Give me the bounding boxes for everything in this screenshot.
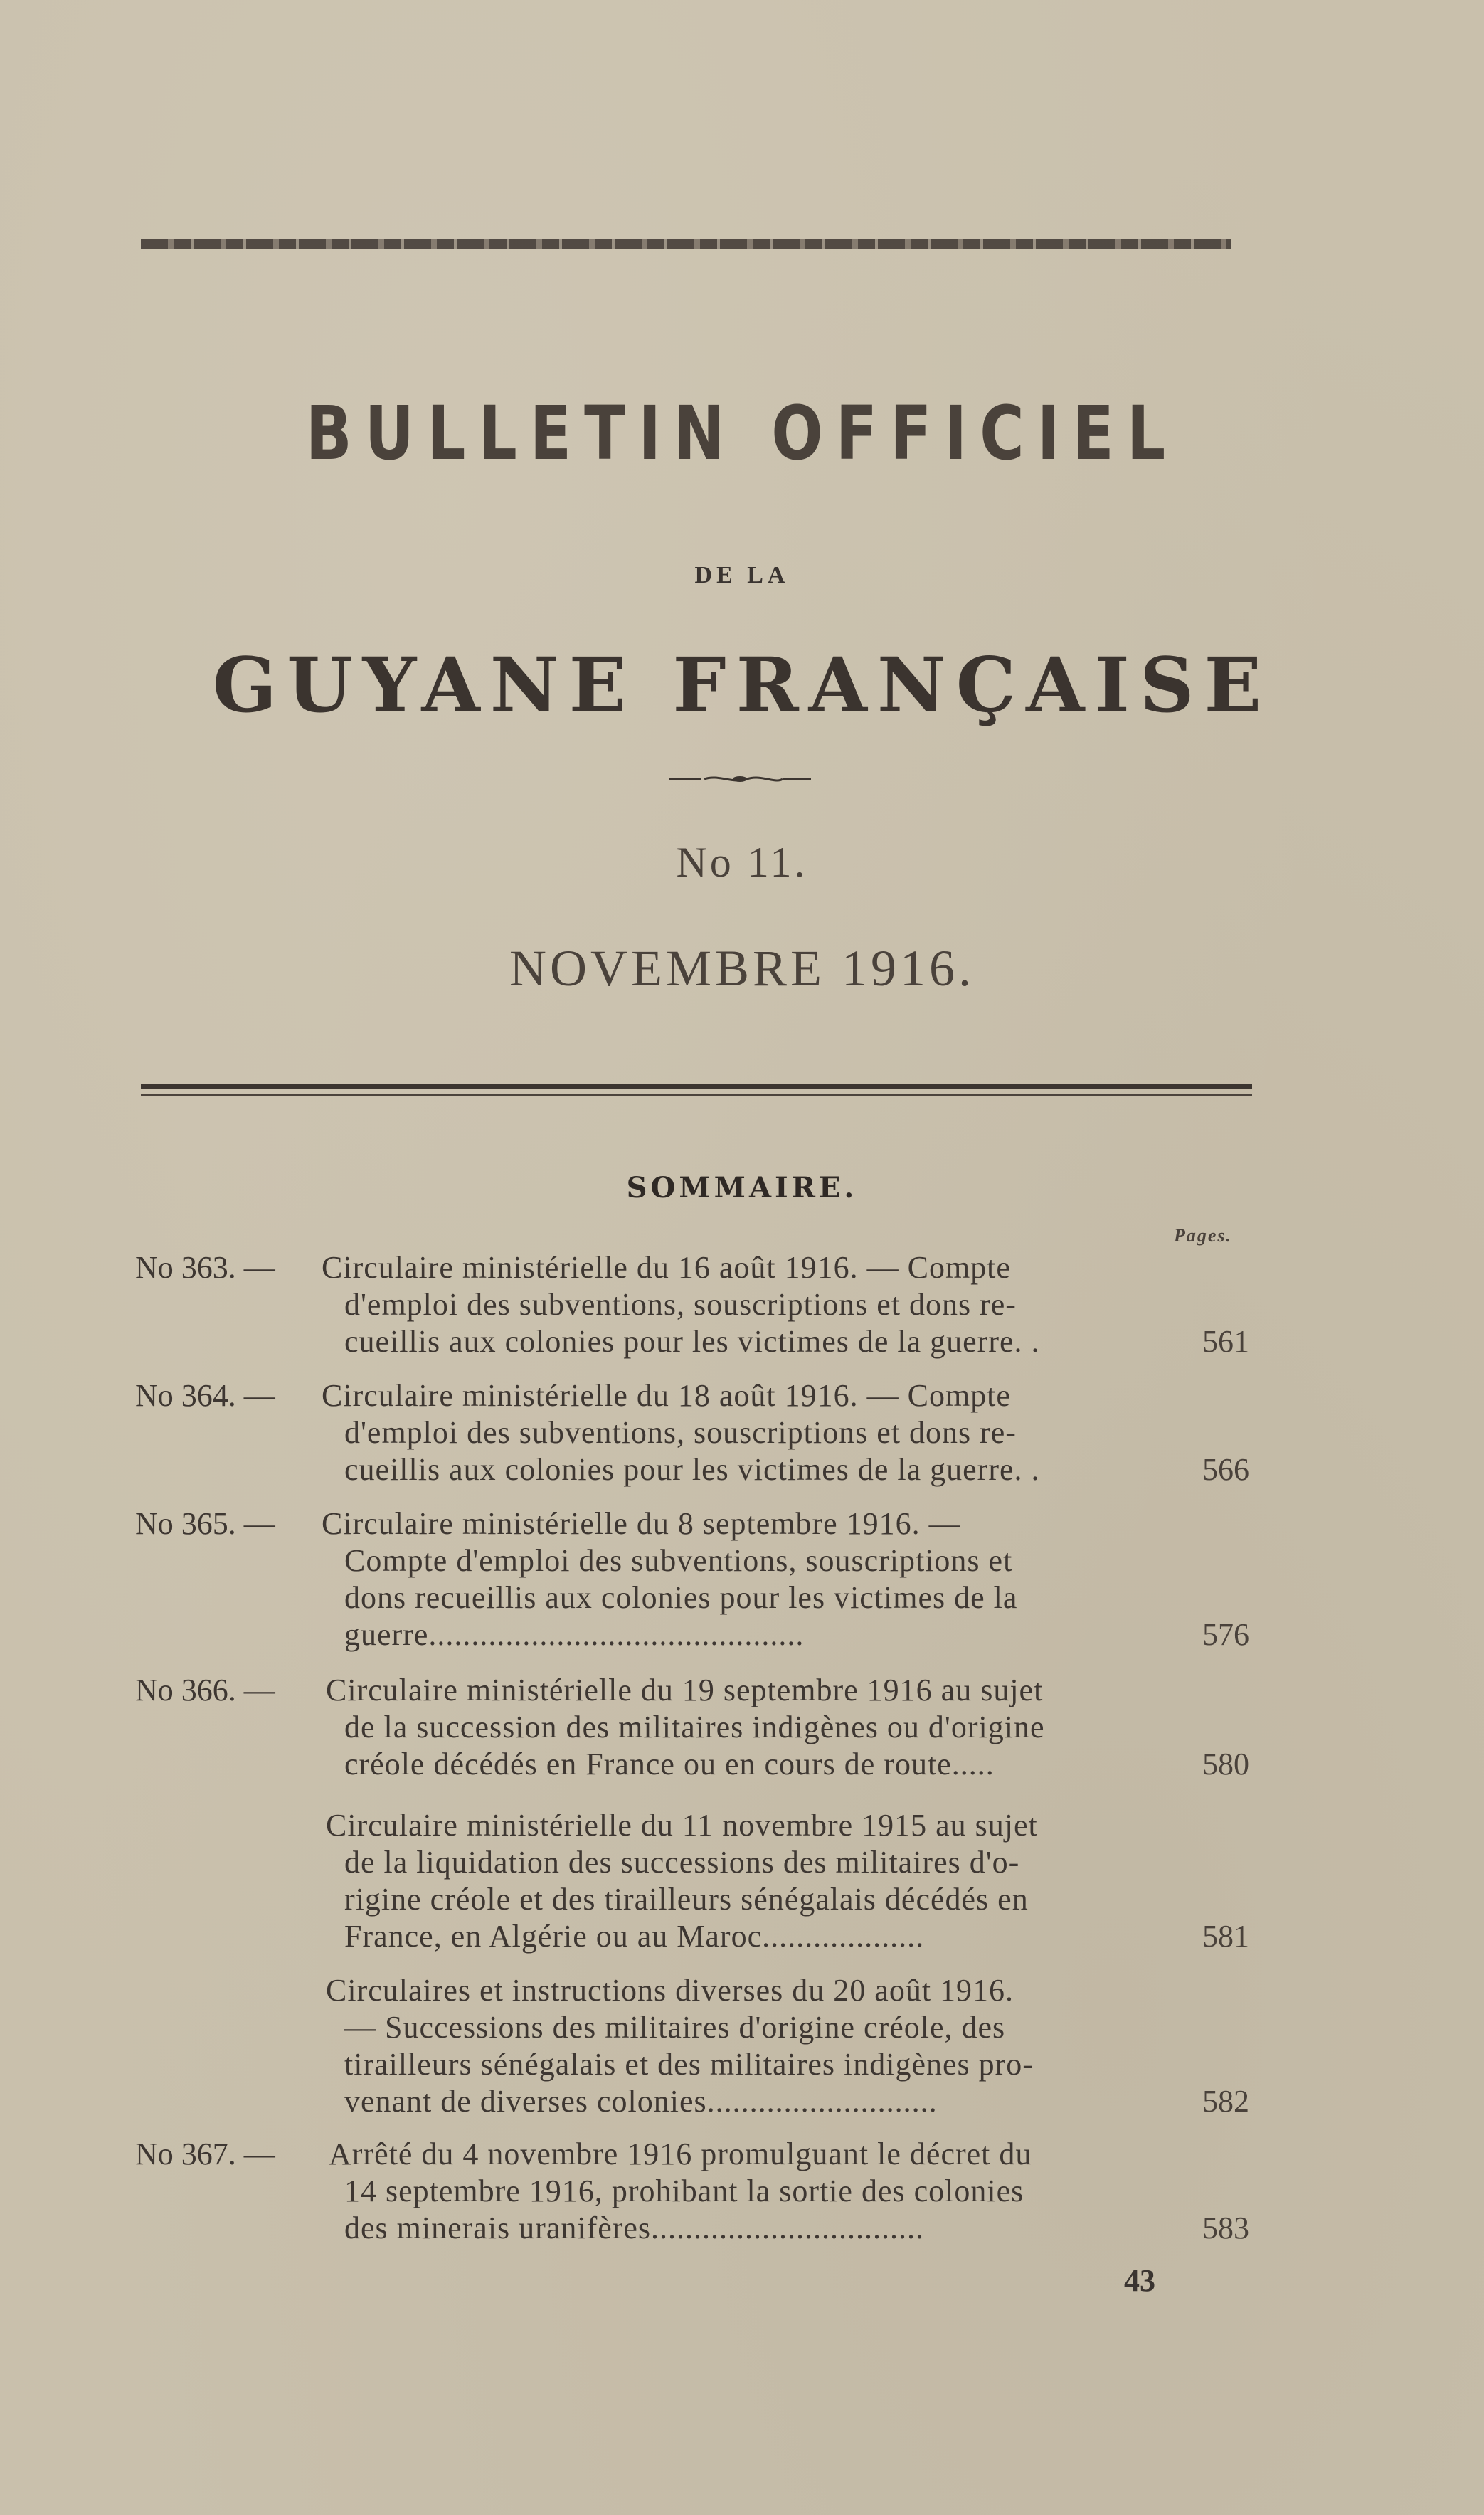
entry-line: Circulaire ministérielle du 19 septembre 1916 au sujet (326, 1673, 1044, 1707)
entry-page-number: 576 (1202, 1617, 1249, 1652)
entry-number: No 366. — (135, 1673, 275, 1707)
entry-line: 14 septembre 1916, prohibant la sortie des colonies (344, 2174, 1024, 2208)
summary-heading: SOMMAIRE. (626, 1171, 858, 1204)
entry-line: cueillis aux colonies pour les victimes de la guerre. . (344, 1452, 1040, 1487)
entry-line: Arrêté du 4 novembre 1916 promulguant le décret du (329, 2137, 1032, 2171)
page-folio: 43 (1124, 2263, 1155, 2298)
entry-number: No 364. — (135, 1378, 275, 1413)
entry-number: No 367. — (135, 2137, 275, 2171)
entry-page-number: 566 (1202, 1452, 1249, 1487)
entry-page-number: 580 (1202, 1747, 1249, 1781)
entry-line: — Successions des militaires d'origine créole, des (344, 2010, 1006, 2045)
entry-line: dons recueillis aux colonies pour les victimes de la (344, 1580, 1018, 1615)
entry-page-number: 561 (1202, 1324, 1249, 1359)
entry-page-number: 582 (1202, 2084, 1249, 2119)
bulletin-title: BULLETIN OFFICIEL (305, 390, 1179, 477)
entry-line: créole décédés en France ou en cours de route..... (344, 1747, 995, 1781)
title-connector: DE LA (694, 562, 790, 588)
entry-line: d'emploi des subventions, souscriptions et dons re- (344, 1415, 1017, 1450)
entry-line: Circulaire ministérielle du 8 septembre 1916. — (322, 1506, 961, 1541)
entry-number: No 365. — (135, 1506, 275, 1541)
entry-line: tirailleurs sénégalais et des militaires indigènes pro- (344, 2047, 1034, 2082)
entry-line: Circulaire ministérielle du 16 août 1916. — Compte (322, 1250, 1011, 1285)
entry-line: France, en Algérie ou au Maroc................... (344, 1919, 925, 1954)
issue-number: No 11. (676, 839, 808, 886)
colony-title: GUYANE FRANÇAISE (212, 640, 1272, 729)
entry-line: Circulaire ministérielle du 11 novembre 1915 au sujet (326, 1808, 1038, 1843)
entry-line: de la succession des militaires indigènes ou d'origine (344, 1710, 1045, 1744)
entry-line: guerre............................................ (344, 1617, 805, 1652)
entry-page-number: 583 (1202, 2210, 1249, 2245)
entry-line: venant de diverses colonies........................... (344, 2084, 938, 2119)
entry-line: de la liquidation des successions des militaires d'o- (344, 1845, 1020, 1880)
entry-number: No 363. — (135, 1250, 275, 1285)
entry-line: Circulaire ministérielle du 18 août 1916. — Compte (322, 1378, 1011, 1413)
entry-line: Compte d'emploi des subventions, souscriptions et (344, 1543, 1013, 1578)
entry-line: Circulaires et instructions diverses du 20 août 1916. (326, 1973, 1014, 2008)
entry-line: rigine créole et des tirailleurs sénégalais décédés en (344, 1882, 1029, 1917)
entry-line: cueillis aux colonies pour les victimes de la guerre. . (344, 1324, 1040, 1359)
entry-line: d'emploi des subventions, souscriptions et dons re- (344, 1287, 1017, 1322)
entry-line: des minerais uranifères................................ (344, 2210, 925, 2245)
pages-column-label: Pages. (1174, 1225, 1233, 1246)
issue-date: NOVEMBRE 1916. (509, 940, 975, 997)
entry-page-number: 581 (1202, 1919, 1249, 1954)
